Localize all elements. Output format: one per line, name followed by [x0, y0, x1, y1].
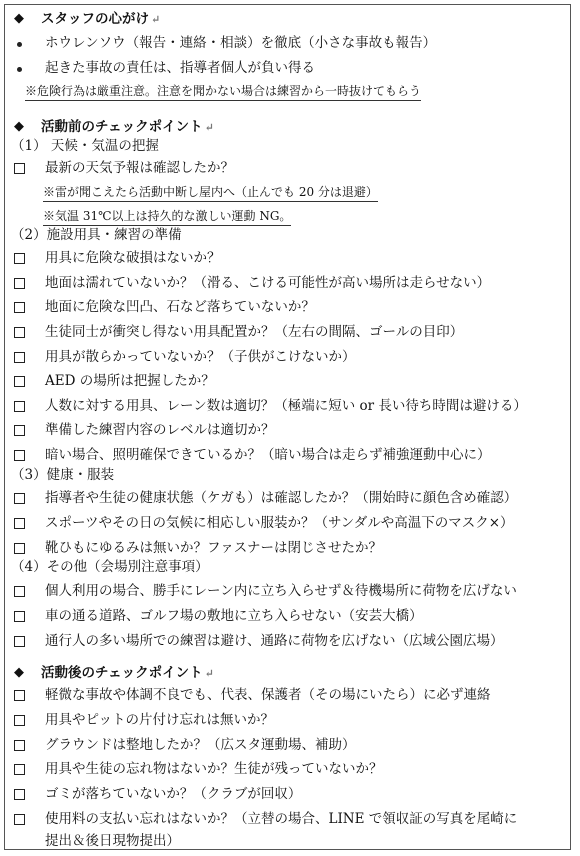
checkbox-icon — [14, 636, 25, 647]
diamond-bullet-icon: ◆ — [14, 11, 24, 26]
checkbox-icon — [14, 740, 25, 751]
checkbox-icon — [14, 814, 25, 825]
checkbox-icon — [14, 327, 25, 338]
checkbox-icon — [14, 253, 25, 264]
checkbox-icon — [14, 543, 25, 554]
checkbox-icon — [14, 278, 25, 289]
diamond-bullet-icon: ◆ — [14, 665, 24, 680]
checkbox-icon — [14, 450, 25, 461]
checkbox-icon — [14, 586, 25, 597]
checkbox-icon — [14, 789, 25, 800]
bullet-icon — [17, 42, 22, 47]
checkbox-icon — [14, 352, 25, 363]
checkbox-icon — [14, 302, 25, 313]
paragraph-mark-icon: ↵ — [204, 121, 214, 134]
bullet-icon — [17, 67, 22, 72]
paragraph-mark-icon: ↵ — [151, 13, 161, 26]
checkbox-icon — [14, 376, 25, 387]
checkbox-icon — [14, 611, 25, 622]
checkbox-icon — [14, 425, 25, 436]
checkbox-icon — [14, 764, 25, 775]
checkbox-icon — [14, 518, 25, 529]
paragraph-mark-icon: ↵ — [204, 667, 214, 680]
checkbox-icon — [14, 493, 25, 504]
checkbox-icon — [14, 690, 25, 701]
checkbox-icon — [14, 163, 25, 174]
checkbox-icon — [14, 401, 25, 412]
document-page: ◆ スタッフの心がけ ↵ ホウレンソウ（報告・連絡・相談）を徹底（小さな事故も報告） 起きた事故の責任は、指導者個人が負い得る ※危険行為は厳重注意。注意を聞かない場合は練習から一時抜けてもらう ◆ 活動前のチェックポイント ↵ （1） 天候・気温の把握 最新の天気予報は確認したか？ ※雷が聞こえたら活動中断し屋内へ（止んでも 20 分は退避） ※気温 31℃以上は持久的な激しい運動 NG。 （2）施設用具・練習の準備 用具に危険な破損はないか？ 地面は濡れていないか？（滑る、こける可能性が高い場所は走らせない） 地面に危険な凹凸、石など落ちていないか？ 生徒同士が衝突し得ない用具配置か？（左右の間隔、ゴールの目印） 用具が散らかっていないか？（子供がこけないか） AED の場所は把握したか？ 人数に対する用具、レーン数は適切？（極端に短い or 長い待ち時間は避ける） 準備した練習内容のレベルは適切か？ 暗い場合、照明確保できているか？（暗い場合は走らず補強運動中心に） （3）健康・服装 指導者や生徒の健康状態（ケガも）は確認したか？（開始時に顔色含め確認） スポーツやその日の気候に相応しい服装か？（サンダルや高温下のマスク×） 靴ひもにゆるみは無いか？ファスナーは閉じさせたか？ （4）その他（会場別注意事項） 個人利用の場合、勝手にレーン内に立ち入らせず＆待機場所に荷物を広げない 車の通る道路、ゴルフ場の敷地に立ち入らせない（安芸大橋） 通行人の多い場所での練習は避け、通路に荷物を広げない（広域公園広場） ◆ 活動後のチェックポイント ↵ 軽微な事故や体調不良でも、代表、保護者（その場にいたら）に必ず連絡 用具やピットの片付け忘れは無いか？ グラウンドは整地したか？（広スタ運動場、補助） 用具や生徒の忘れ物はないか？生徒が残っていないか？ ゴミが落ちていないか？（クラブが回収） 使用料の支払い忘れはないか？（立替の場合、LINE で領収証の写真を尾崎に 提出＆後日現物提出） — [4, 4, 571, 850]
checkbox-icon — [14, 715, 25, 726]
diamond-bullet-icon: ◆ — [14, 119, 24, 134]
